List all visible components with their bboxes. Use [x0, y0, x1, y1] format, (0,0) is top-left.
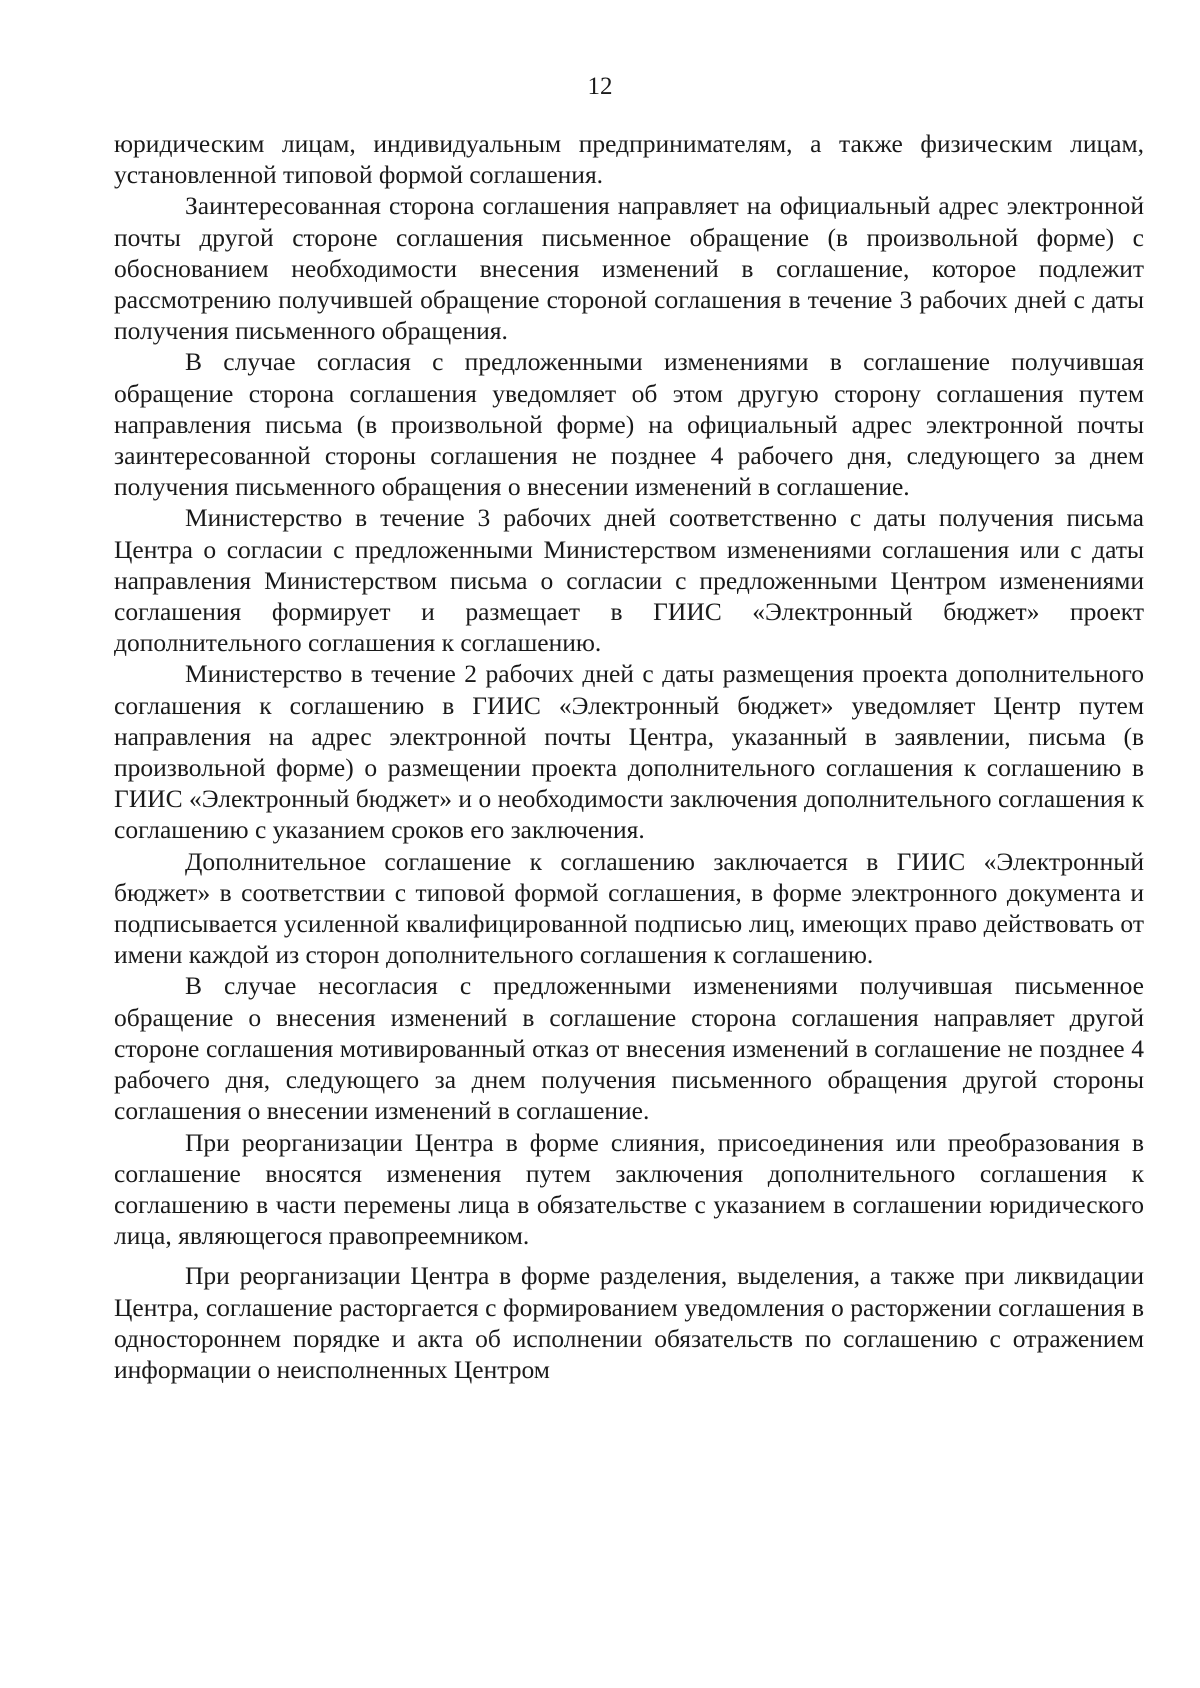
paragraph-continuation: юридическим лицам, индивидуальным предпринимателям, а также физическим лицам, установленной типовой формой соглашения. — [114, 129, 1144, 190]
paragraph-ministry-notice: Министерство в течение 2 рабочих дней с даты размещения проекта дополнительного соглашения к соглашению в ГИИС «Электронный бюджет» уведомляет Центр путем направления на адрес электронной почты Центра, указанный в заявлении, письма (в произвольной форме) о размещении проекта дополнительного соглашения к соглашению в ГИИС «Электронный бюджет» и о необходимости заключения дополнительного соглашения к соглашению с указанием сроков его заключения. — [114, 659, 1144, 845]
paragraph-reorganization-merger: При реорганизации Центра в форме слияния, присоединения или преобразования в соглашение вносятся изменения путем заключения дополнительного соглашения к соглашению в части перемены лица в обязательстве с указанием в соглашении юридического лица, являющегося правопреемником. — [114, 1127, 1144, 1251]
paragraph-consent: В случае согласия с предложенными изменениями в соглашение получившая обращение сторона соглашения уведомляет об этом другую сторону соглашения путем направления письма (в произвольной форме) на официальный адрес электронной почты заинтересованной стороны соглашения не позднее 4 рабочего дня, следующего за днем получения письменного обращения о внесении изменений в соглашение. — [114, 347, 1144, 502]
paragraph-ministry-draft: Министерство в течение 3 рабочих дней соответственно с даты получения письма Центра о согласии с предложенными Министерством изменениями соглашения или с даты направления Министерством письма о согласии с предложенными Центром изменениями соглашения формирует и размещает в ГИИС «Электронный бюджет» проект дополнительного соглашения к соглашению. — [114, 503, 1144, 658]
paragraph-reorganization-division: При реорганизации Центра в форме разделения, выделения, а также при ликвидации Центра, соглашение расторгается с формированием уведомления о расторжении соглашения в одностороннем порядке и акта об исполнении обязательств по соглашению с отражением информации о неисполненных Центром — [114, 1261, 1144, 1384]
paragraph-change-request: Заинтересованная сторона соглашения направляет на официальный адрес электронной почты другой стороне соглашения письменное обращение (в произвольной форме) с обоснованием необходимости внесения изменений в соглашение, которое подлежит рассмотрению получившей обращение стороной соглашения в течение 3 рабочих дней с даты получения письменного обращения. — [114, 191, 1144, 346]
page-number: 12 — [587, 73, 613, 100]
paragraph-additional-agreement: Дополнительное соглашение к соглашению заключается в ГИИС «Электронный бюджет» в соответствии с типовой формой соглашения, в форме электронного документа и подписывается усиленной квалифицированной подписью лиц, имеющих право действовать от имени каждой из сторон дополнительного соглашения к соглашению. — [114, 846, 1144, 970]
paragraph-disagreement: В случае несогласия с предложенными изменениями получившая письменное обращение о внесения изменений в соглашение сторона соглашения направляет другой стороне соглашения мотивированный отказ от внесения изменений в соглашение не позднее 4 рабочего дня, следующего за днем получения письменного обращения другой стороны соглашения о внесении изменений в соглашение. — [114, 971, 1144, 1126]
document-body — [114, 128, 1144, 1385]
